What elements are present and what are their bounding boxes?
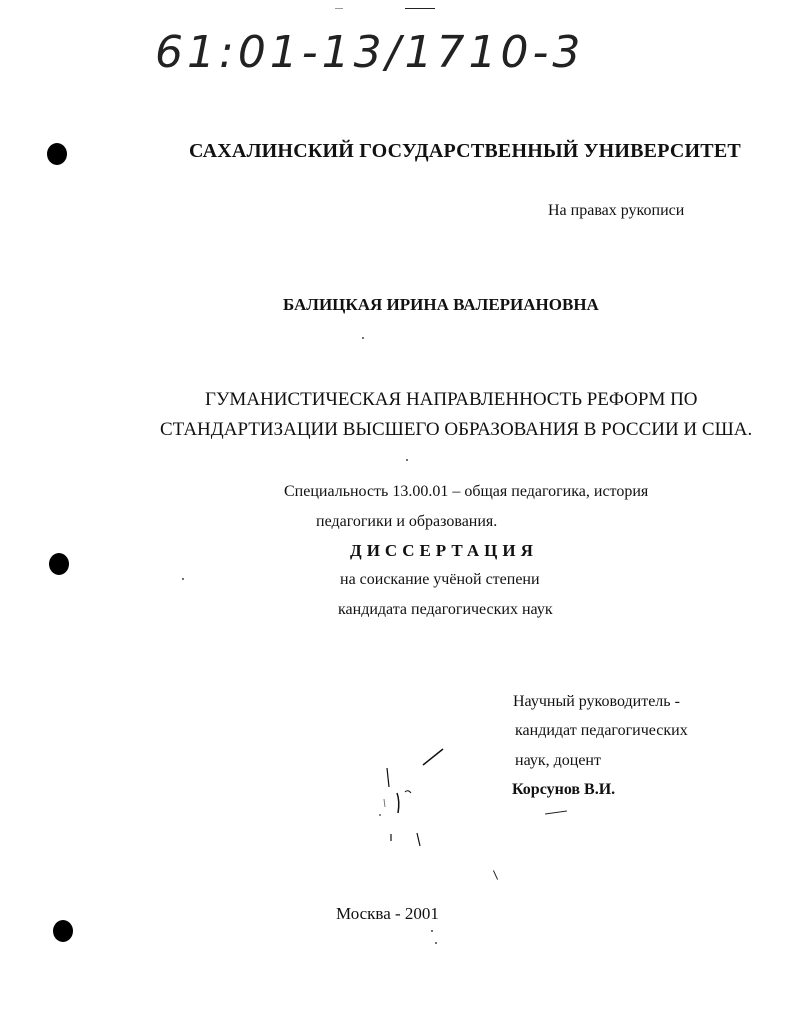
signature-stroke <box>545 810 567 814</box>
degree-line1: на соискание учёной степени <box>340 571 540 588</box>
scan-speck <box>362 337 364 339</box>
stray-pen-mark <box>493 870 498 879</box>
institution-name: САХАЛИНСКИЙ ГОСУДАРСТВЕННЫЙ УНИВЕРСИТЕТ <box>189 140 741 162</box>
rights-note: На правах рукописи <box>548 202 685 219</box>
handwritten-archive-code: 61:01-13/1710-3 <box>155 27 585 78</box>
specialty-line1: Специальность 13.00.01 – общая педагогика, история <box>284 483 649 500</box>
scan-speck <box>182 578 184 580</box>
binding-punch-hole <box>53 920 73 942</box>
scan-speck <box>431 930 433 932</box>
work-type-label: ДИССЕРТАЦИЯ <box>350 541 538 560</box>
top-scan-line <box>405 8 435 9</box>
author-name: БАЛИЦКАЯ ИРИНА ВАЛЕРИАНОВНА <box>283 295 599 314</box>
binding-punch-hole <box>47 143 67 165</box>
supervisor-degree-line2: наук, доцент <box>515 752 601 769</box>
dissertation-title-line2: СТАНДАРТИЗАЦИИ ВЫСШЕГО ОБРАЗОВАНИЯ В РОССИИ И США. <box>160 419 753 440</box>
binding-punch-hole <box>49 553 69 575</box>
supervisor-role: Научный руководитель - <box>513 693 680 710</box>
scan-speck <box>435 942 437 944</box>
supervisor-name: Корсунов В.И. <box>512 781 616 798</box>
specialty-line2: педагогики и образования. <box>316 513 498 530</box>
supervisor-degree-line1: кандидат педагогических <box>515 722 688 739</box>
top-scan-line <box>335 8 343 9</box>
scan-speck <box>406 459 408 461</box>
dissertation-title-line1: ГУМАНИСТИЧЕСКАЯ НАПРАВЛЕННОСТЬ РЕФОРМ ПО <box>205 389 698 410</box>
city-year: Москва - 2001 <box>336 904 439 923</box>
signature-scribble-icon <box>350 735 470 865</box>
degree-line2: кандидата педагогических наук <box>338 601 553 618</box>
